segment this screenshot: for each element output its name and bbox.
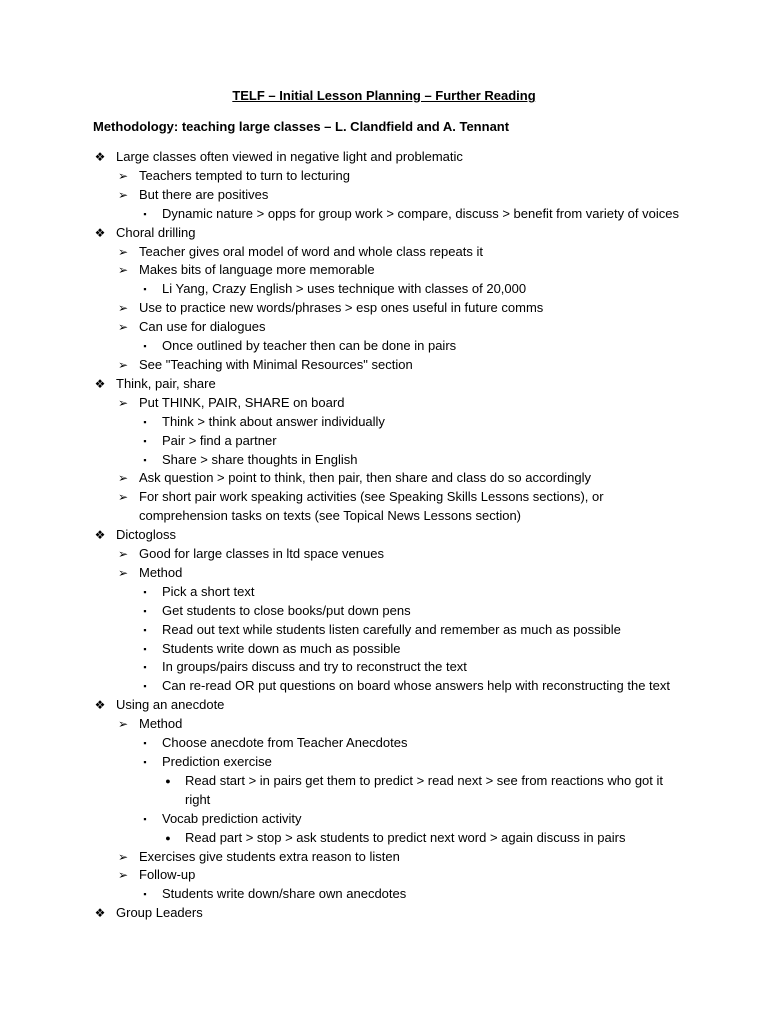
square-bullet-icon: ▪	[143, 738, 147, 749]
list-item-text: Li Yang, Crazy English > uses technique with classes of 20,000	[162, 281, 527, 297]
arrow-bullet-icon: ➢	[117, 357, 129, 372]
list-item	[0, 432, 768, 451]
square-bullet-icon: ▪	[143, 605, 147, 616]
list-item-text: In groups/pairs discuss and try to reconstruct the text	[162, 659, 467, 675]
square-bullet-icon: ▪	[143, 208, 147, 219]
arrow-bullet-icon: ➢	[117, 263, 129, 278]
square-bullet-icon: ▪	[143, 757, 147, 767]
arrow-bullet-icon: ➢	[117, 320, 129, 335]
list-item	[0, 299, 768, 318]
list-item	[0, 413, 768, 432]
list-item	[0, 829, 768, 848]
list-item	[0, 148, 768, 167]
list-item	[0, 696, 768, 715]
square-bullet-icon: ▪	[143, 681, 147, 692]
list-item-text: See "Teaching with Minimal Resources" section	[139, 356, 413, 372]
list-item	[0, 753, 768, 772]
list-item-text: Teacher gives oral model of word and whole class repeats it	[139, 243, 483, 259]
list-item	[0, 337, 768, 356]
list-item	[0, 167, 768, 186]
arrow-bullet-icon: ➢	[117, 849, 129, 864]
list-item-text: Large classes often viewed in negative light and problematic	[116, 149, 463, 164]
list-item-text: Teachers tempted to turn to lecturing	[139, 167, 351, 183]
diamond-bullet-icon: ❖	[94, 225, 106, 240]
arrow-bullet-icon: ➢	[117, 868, 129, 883]
list-item	[0, 810, 768, 829]
list-item-text: Dictogloss	[116, 527, 176, 543]
arrow-bullet-icon: ➢	[117, 565, 129, 580]
list-item	[0, 640, 768, 659]
document-subtitle: Methodology: teaching large classes – L. Clandfield and A. Tennant	[93, 119, 510, 134]
list-item-text: Think > think about answer individually	[162, 413, 385, 429]
list-item-text: Choral drilling	[116, 224, 196, 240]
square-bullet-icon: ▪	[143, 624, 147, 635]
list-item-text: Students write down/share own anecdotes	[162, 886, 407, 902]
list-item-text: Makes bits of language more memorable	[139, 262, 375, 278]
list-item	[0, 280, 768, 299]
arrow-bullet-icon: ➢	[117, 547, 129, 562]
list-item	[0, 621, 768, 640]
square-bullet-icon: ▪	[143, 341, 147, 352]
list-item-text: Follow-up	[139, 867, 196, 883]
diamond-bullet-icon: ❖	[94, 150, 106, 164]
square-bullet-icon: ▪	[143, 416, 147, 427]
list-item-text: Read out text while students listen carefully and remember as much as possible	[162, 621, 621, 637]
list-item-text: Using an anecdote	[116, 697, 225, 713]
list-item	[0, 545, 768, 564]
square-bullet-icon: ▪	[143, 813, 147, 824]
list-item-text: Dynamic nature > opps for group work > compare, discuss > benefit from variety of voices	[162, 205, 679, 221]
outline-list	[0, 148, 768, 923]
square-bullet-icon: ▪	[143, 454, 147, 465]
diamond-bullet-icon: ❖	[94, 906, 106, 921]
list-item	[0, 564, 768, 583]
list-item	[0, 677, 768, 696]
list-item	[0, 318, 768, 337]
arrow-bullet-icon: ➢	[117, 471, 129, 486]
list-item-text: Choose anecdote from Teacher Anecdotes	[162, 735, 408, 751]
list-item	[0, 734, 768, 753]
list-item	[0, 186, 768, 205]
list-item-text: Vocab prediction activity	[162, 810, 302, 826]
list-item-text: Can use for dialogues	[139, 319, 266, 335]
list-item-text: Can re-read OR put questions on board whose answers help with reconstructing the text	[162, 678, 670, 694]
list-item-text: Share > share thoughts in English	[162, 451, 358, 467]
list-item-text: Students write down as much as possible	[162, 640, 401, 656]
list-item-text: Good for large classes in ltd space venues	[139, 546, 384, 562]
list-item-text: Pair > find a partner	[162, 432, 277, 448]
arrow-bullet-icon: ➢	[117, 244, 129, 259]
list-item	[0, 602, 768, 621]
list-item-text: Method	[139, 564, 183, 580]
list-item-text: Method	[139, 716, 183, 732]
list-item	[0, 394, 768, 413]
list-item	[0, 205, 768, 224]
arrow-bullet-icon: ➢	[117, 301, 129, 316]
list-item-text: Exercises give students extra reason to listen	[139, 848, 400, 864]
list-item-text: Ask question > point to think, then pair, then share and class do so accordingly	[139, 470, 592, 486]
square-bullet-icon: ▪	[143, 643, 147, 654]
list-item	[0, 488, 768, 526]
list-item	[0, 772, 768, 810]
list-item-text: Read start > in pairs get them to predict > read next > see from reactions who got it right	[185, 772, 663, 807]
list-item-text: For short pair work speaking activities (see Speaking Skills Lessons sections), or comprehension tasks on texts (see Topical News Lessons section)	[139, 489, 604, 524]
square-bullet-icon: ▪	[143, 662, 147, 673]
list-item	[0, 469, 768, 488]
list-item	[0, 451, 768, 470]
list-item-text: Use to practice new words/phrases > esp ones useful in future comms	[139, 300, 544, 316]
list-item	[0, 375, 768, 394]
list-item	[0, 715, 768, 734]
arrow-bullet-icon: ➢	[117, 490, 129, 505]
dot-bullet-icon: ●	[165, 775, 171, 786]
arrow-bullet-icon: ➢	[117, 168, 129, 183]
square-bullet-icon: ▪	[143, 889, 147, 900]
arrow-bullet-icon: ➢	[117, 717, 129, 732]
list-item-text: Pick a short text	[162, 583, 255, 599]
list-item	[0, 356, 768, 375]
list-item	[0, 526, 768, 545]
square-bullet-icon: ▪	[143, 435, 147, 446]
list-item-text: Think, pair, share	[116, 375, 216, 391]
list-item-text: Get students to close books/put down pens	[162, 602, 411, 618]
diamond-bullet-icon: ❖	[94, 528, 106, 543]
diamond-bullet-icon: ❖	[94, 376, 106, 391]
list-item-text: Once outlined by teacher then can be done in pairs	[162, 338, 457, 354]
list-item	[0, 261, 768, 280]
square-bullet-icon: ▪	[143, 284, 147, 295]
square-bullet-icon: ▪	[143, 586, 147, 597]
list-item	[0, 224, 768, 243]
diamond-bullet-icon: ❖	[94, 698, 106, 713]
list-item	[0, 658, 768, 677]
dot-bullet-icon: ●	[165, 832, 171, 843]
document-title: TELF – Initial Lesson Planning – Further Reading	[232, 88, 536, 103]
list-item-text: Put THINK, PAIR, SHARE on board	[139, 394, 345, 410]
list-item	[0, 243, 768, 262]
list-item	[0, 848, 768, 867]
list-item-text: Read part > stop > ask students to predict next word > again discuss in pairs	[185, 829, 626, 845]
list-item-text: Group Leaders	[116, 905, 203, 921]
arrow-bullet-icon: ➢	[117, 187, 129, 202]
list-item	[0, 885, 768, 904]
list-item	[0, 904, 768, 923]
list-item	[0, 583, 768, 602]
arrow-bullet-icon: ➢	[117, 395, 129, 410]
list-item	[0, 866, 768, 885]
list-item-text: Prediction exercise	[162, 754, 272, 769]
list-item-text: But there are positives	[139, 186, 269, 202]
